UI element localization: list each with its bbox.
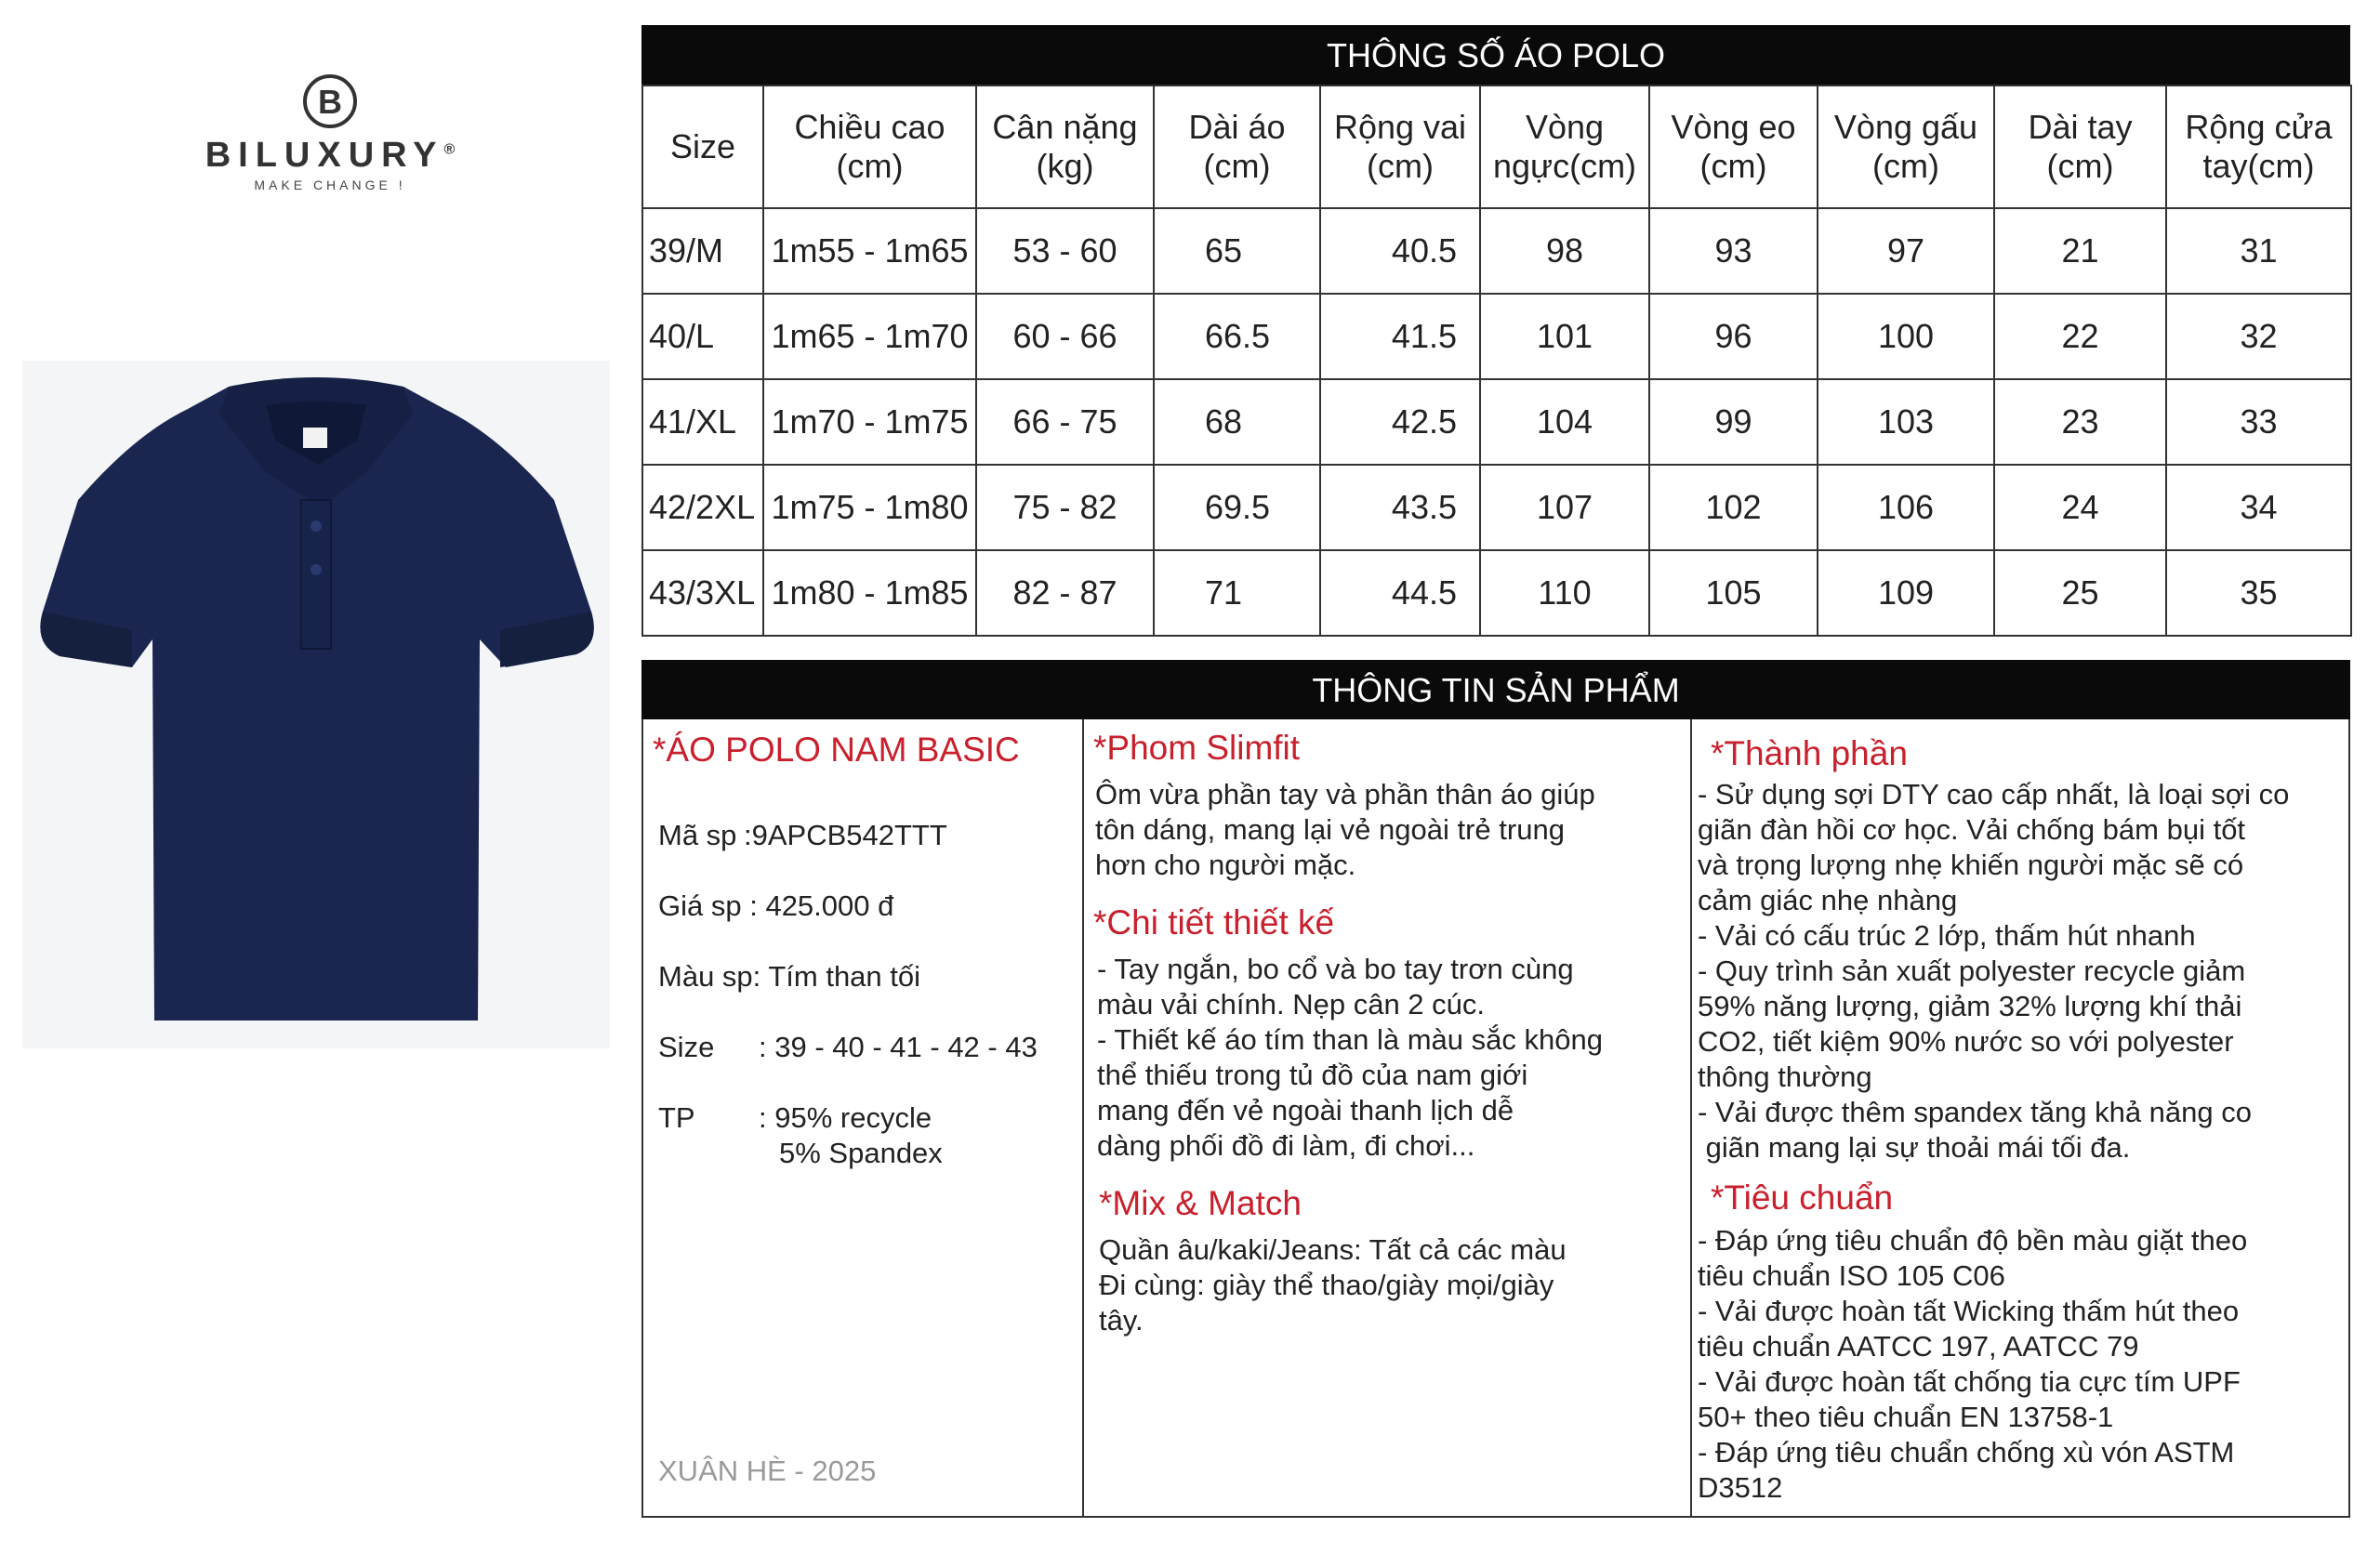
table-cell: 107 bbox=[1480, 465, 1649, 550]
table-cell: 96 bbox=[1649, 294, 1818, 379]
table-cell: 40.5 bbox=[1320, 208, 1480, 294]
table-cell: 40/L bbox=[642, 294, 763, 379]
header-hem: Vòng gấu (cm) bbox=[1818, 86, 1994, 208]
table-cell: 21 bbox=[1994, 208, 2166, 294]
table-cell: 41/XL bbox=[642, 379, 763, 465]
mix-match-text: Quần âu/kaki/Jeans: Tất cả các màu Đi cùng: giày thể thao/giày mọi/giày tây. bbox=[1099, 1233, 1567, 1337]
price-row: Giá sp : 425.000 đ bbox=[658, 889, 894, 922]
table-cell: 44.5 bbox=[1320, 550, 1480, 636]
table-cell: 104 bbox=[1480, 379, 1649, 465]
table-cell: 42/2XL bbox=[642, 465, 763, 550]
product-name: *ÁO POLO NAM BASIC bbox=[653, 731, 1020, 769]
size-table-header-row bbox=[642, 86, 2351, 208]
sku-row: Mã sp :9APCB542TTT bbox=[658, 819, 947, 851]
table-cell: 99 bbox=[1649, 379, 1818, 465]
product-info-section bbox=[641, 660, 2350, 1518]
table-cell: 31 bbox=[2166, 208, 2351, 294]
product-summary-column bbox=[643, 719, 1084, 1516]
table-row bbox=[642, 379, 2351, 465]
table-cell: 68 bbox=[1154, 379, 1320, 465]
table-cell: 53 - 60 bbox=[976, 208, 1154, 294]
table-cell: 1m80 - 1m85 bbox=[763, 550, 976, 636]
polo-shirt-icon bbox=[22, 361, 610, 1048]
table-row bbox=[642, 550, 2351, 636]
header-chest: Vòng ngực(cm) bbox=[1480, 86, 1649, 208]
table-cell: 35 bbox=[2166, 550, 2351, 636]
table-row bbox=[642, 294, 2351, 379]
table-cell: 103 bbox=[1818, 379, 1994, 465]
header-shoulder: Rộng vai (cm) bbox=[1320, 86, 1480, 208]
table-cell: 22 bbox=[1994, 294, 2166, 379]
header-waist: Vòng eo (cm) bbox=[1649, 86, 1818, 208]
fit-text: Ôm vừa phần tay và phần thân áo giúp tôn dáng, mang lại vẻ ngoài trẻ trung hơn cho người mặc. bbox=[1095, 778, 1595, 881]
design-title: *Chi tiết thiết kế bbox=[1093, 903, 1335, 942]
table-cell: 33 bbox=[2166, 379, 2351, 465]
material-text: - Sử dụng sợi DTY cao cấp nhất, là loại sợi co giãn đàn hồi cơ học. Vải chống bám bụi tốt và trọng lượng nhẹ khiến người mặc sẽ có cảm giác nhẹ nhàng - Vải có cấu trúc 2 lớp, thấm hút nhanh - Quy trình sản xuất polyester recycle giảm 59% năng lượng, giảm 32% lượng khí thải CO2, tiết kiệm 90% nước so với polyester thông thường - Vải được thêm spandex tăng khả năng co giãn mang lại sự thoải mái tối đa. bbox=[1698, 778, 2290, 1164]
table-cell: 66.5 bbox=[1154, 294, 1320, 379]
fit-title: *Phom Slimfit bbox=[1093, 729, 1301, 767]
header-weight: Cân nặng (kg) bbox=[976, 86, 1154, 208]
table-cell: 32 bbox=[2166, 294, 2351, 379]
size-table bbox=[641, 85, 2352, 637]
header-height: Chiều cao (cm) bbox=[763, 86, 976, 208]
product-info-title: THÔNG TIN SẢN PHẨM bbox=[641, 660, 2350, 719]
standards-title: *Tiêu chuẩn bbox=[1711, 1179, 1894, 1217]
brand-name: BILUXURY® bbox=[205, 136, 456, 175]
table-cell: 106 bbox=[1818, 465, 1994, 550]
table-cell: 71 bbox=[1154, 550, 1320, 636]
material-row: TP : 95% recycle 5% Spandex bbox=[658, 1101, 943, 1169]
brand-tagline: MAKE CHANGE ! bbox=[254, 178, 406, 192]
color-row: Màu sp: Tím than tối bbox=[658, 960, 921, 993]
table-row bbox=[642, 465, 2351, 550]
table-cell: 98 bbox=[1480, 208, 1649, 294]
table-cell: 60 - 66 bbox=[976, 294, 1154, 379]
table-cell: 97 bbox=[1818, 208, 1994, 294]
product-details-column bbox=[1084, 719, 1692, 1516]
brand-logo bbox=[200, 72, 460, 203]
header-length: Dài áo (cm) bbox=[1154, 86, 1320, 208]
table-cell: 82 - 87 bbox=[976, 550, 1154, 636]
table-cell: 105 bbox=[1649, 550, 1818, 636]
size-table-section bbox=[641, 25, 2350, 637]
table-cell: 1m70 - 1m75 bbox=[763, 379, 976, 465]
size-row: Size : 39 - 40 - 41 - 42 - 43 bbox=[658, 1031, 1038, 1063]
table-row bbox=[642, 208, 2351, 294]
table-cell: 42.5 bbox=[1320, 379, 1480, 465]
mix-match-title: *Mix & Match bbox=[1099, 1184, 1302, 1222]
table-cell: 66 - 75 bbox=[976, 379, 1154, 465]
table-cell: 43/3XL bbox=[642, 550, 763, 636]
table-cell: 24 bbox=[1994, 465, 2166, 550]
header-sleeve-length: Dài tay (cm) bbox=[1994, 86, 2166, 208]
material-title: *Thành phần bbox=[1711, 734, 1908, 772]
header-size: Size bbox=[642, 86, 763, 208]
table-cell: 93 bbox=[1649, 208, 1818, 294]
table-cell: 41.5 bbox=[1320, 294, 1480, 379]
table-cell: 43.5 bbox=[1320, 465, 1480, 550]
standards-text: - Đáp ứng tiêu chuẩn độ bền màu giặt theo tiêu chuẩn ISO 105 C06 - Vải được hoàn tất Wicking thấm hút theo tiêu chuẩn AATCC 197, AATCC 79 - Vải được hoàn tất chống tia cực tím UPF 50+ theo tiêu chuẩn EN 13758-1 - Đáp ứng tiêu chuẩn chống xù vón ASTM D3512 bbox=[1698, 1224, 2248, 1504]
table-cell: 39/M bbox=[642, 208, 763, 294]
table-cell: 23 bbox=[1994, 379, 2166, 465]
design-text: - Tay ngắn, bo cổ và bo tay trơn cùng màu vải chính. Nẹp cân 2 cúc. - Thiết kế áo tím than là màu sắc không thể thiếu trong tủ đồ của nam giới mang đến vẻ ngoài thanh lịch dễ dàng phối đồ đi làm, đi chơi... bbox=[1097, 953, 1603, 1162]
brand-monogram-icon bbox=[301, 72, 359, 130]
table-cell: 109 bbox=[1818, 550, 1994, 636]
table-cell: 25 bbox=[1994, 550, 2166, 636]
svg-text:B: B bbox=[318, 83, 342, 121]
table-cell: 65 bbox=[1154, 208, 1320, 294]
season-label: XUÂN HÈ - 2025 bbox=[658, 1455, 877, 1487]
table-cell: 102 bbox=[1649, 465, 1818, 550]
table-cell: 110 bbox=[1480, 550, 1649, 636]
size-table-title: THÔNG SỐ ÁO POLO bbox=[641, 25, 2350, 85]
table-cell: 101 bbox=[1480, 294, 1649, 379]
table-cell: 100 bbox=[1818, 294, 1994, 379]
table-cell: 1m75 - 1m80 bbox=[763, 465, 976, 550]
table-cell: 34 bbox=[2166, 465, 2351, 550]
product-image bbox=[22, 361, 610, 1048]
table-cell: 75 - 82 bbox=[976, 465, 1154, 550]
table-cell: 1m55 - 1m65 bbox=[763, 208, 976, 294]
header-sleeve-opening: Rộng cửa tay(cm) bbox=[2166, 86, 2351, 208]
material-standards-column bbox=[1692, 719, 2348, 1516]
table-cell: 1m65 - 1m70 bbox=[763, 294, 976, 379]
table-cell: 69.5 bbox=[1154, 465, 1320, 550]
